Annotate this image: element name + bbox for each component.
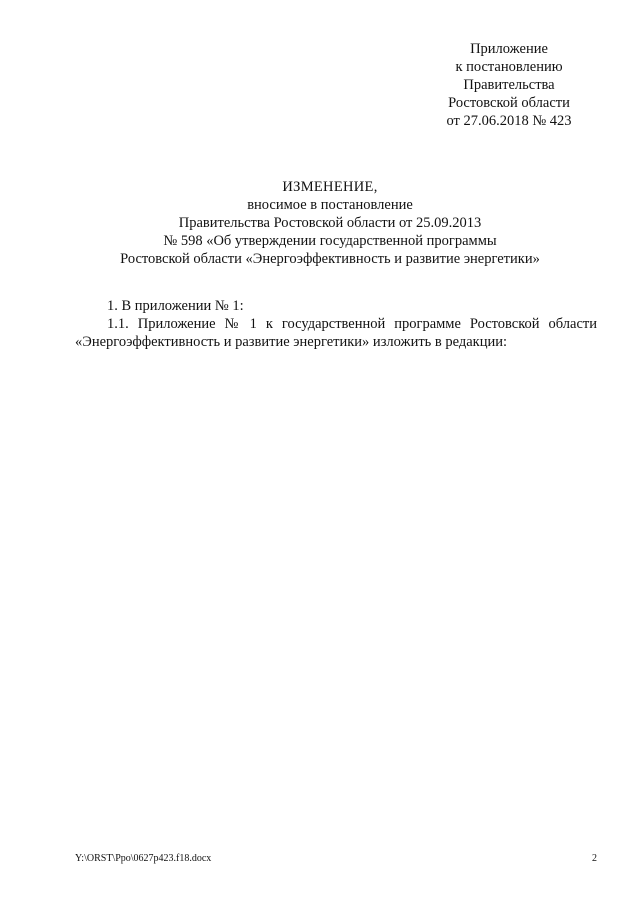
heading-line-3: Правительства Ростовской области от 25.09.2013 [178, 215, 482, 231]
heading-line-4: № 598 «Об утверждении государственной программы [163, 233, 497, 249]
heading-line-2: вносимое в постановление [247, 197, 413, 213]
item-1-1-line-1: 1.1. Приложение № 1 к государственной программе Ростовской области [107, 316, 597, 332]
appendix-line-1: Приложение [470, 41, 548, 57]
item-1-1-line-2: «Энергоэффективность и развитие энергетики» изложить в редакции: [75, 334, 508, 350]
document-body [75, 297, 597, 351]
document-heading [60, 178, 600, 268]
appendix-reference [420, 40, 598, 130]
appendix-line-4: Ростовской области [448, 95, 570, 111]
item-1-paragraph: 1. В приложении № 1: [107, 298, 244, 314]
footer-file-path: Y:\ORST\Ppo\0627p423.f18.docx [75, 853, 212, 864]
appendix-line-3: Правительства [463, 77, 555, 93]
footer-page-number: 2 [592, 853, 597, 864]
heading-line-5: Ростовской области «Энергоэффективность и развитие энергетики» [120, 251, 540, 267]
appendix-line-5: от 27.06.2018 № 423 [446, 113, 572, 129]
appendix-line-2: к постановлению [455, 59, 563, 75]
heading-title: ИЗМЕНЕНИЕ, [282, 179, 378, 195]
